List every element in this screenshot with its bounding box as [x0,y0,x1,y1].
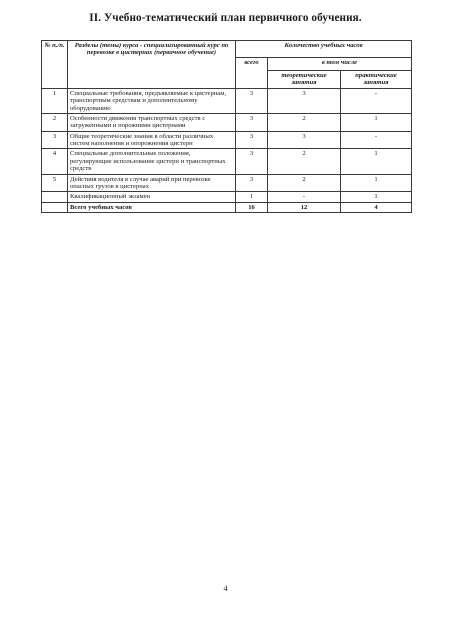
row-theory: 2 [268,149,341,174]
table-row [42,131,412,149]
header-sections: Разделы (темы) курса - специализированный курс по перевозке в цистернах (первичное обучение) [68,41,236,89]
row-theory: 3 [268,88,341,113]
row-num [42,192,68,202]
total-row [42,202,412,212]
row-total: 3 [236,131,268,149]
row-section: Общие теоретические знания в области различных систем наполнения и опорожнения цистерн [68,131,236,149]
row-section: Особенности движения транспортных средств с загруженными и порожними цистернами [68,113,236,131]
table-row [42,174,412,192]
row-section: Действия водителя в случае аварий при перевозке опасных грузов в цистернах [68,174,236,192]
row-section: Специальные дополнительные положения, регулирующие использование цистерн и транспортных средств [68,149,236,174]
row-practice: 1 [341,174,412,192]
table-row [42,113,412,131]
table-row [42,192,412,202]
table-row [42,88,412,113]
header-hours: Количество учебных часов [236,41,412,58]
row-total: 1 [236,192,268,202]
total-practice: 4 [341,202,412,212]
total-label: Всего учебных часов [68,202,236,212]
row-num: 2 [42,113,68,131]
row-theory: - [268,192,341,202]
row-total: 3 [236,149,268,174]
total-theory: 12 [268,202,341,212]
row-theory: 2 [268,174,341,192]
row-practice: - [341,131,412,149]
total-row-num-empty [42,202,68,212]
row-num: 4 [42,149,68,174]
row-num: 1 [42,88,68,113]
row-section: Квалификационный экзамен [68,192,236,202]
row-section: Специальные требования, предъявляемые к цистернам, транспортным средствам и дополнительному оборудованию [68,88,236,113]
table-row [42,149,412,174]
header-total: всего [236,58,268,89]
row-total: 3 [236,113,268,131]
row-total: 3 [236,88,268,113]
header-row-1 [42,41,412,58]
row-num: 3 [42,131,68,149]
row-total: 3 [236,174,268,192]
header-including: в том числе [268,58,412,71]
page-title: II. Учебно-тематический план первичного обучения. [89,12,362,24]
row-num: 5 [42,174,68,192]
row-theory: 2 [268,113,341,131]
total-hours: 16 [236,202,268,212]
row-theory: 3 [268,131,341,149]
header-num: № п./п. [42,41,68,89]
row-practice: 1 [341,149,412,174]
curriculum-table [41,40,412,213]
header-theory: теоретические занятия [268,71,341,89]
header-practice: практические занятия [341,71,412,89]
row-practice: 1 [341,192,412,202]
row-practice: 1 [341,113,412,131]
page-number: 4 [223,584,228,593]
row-practice: - [341,88,412,113]
